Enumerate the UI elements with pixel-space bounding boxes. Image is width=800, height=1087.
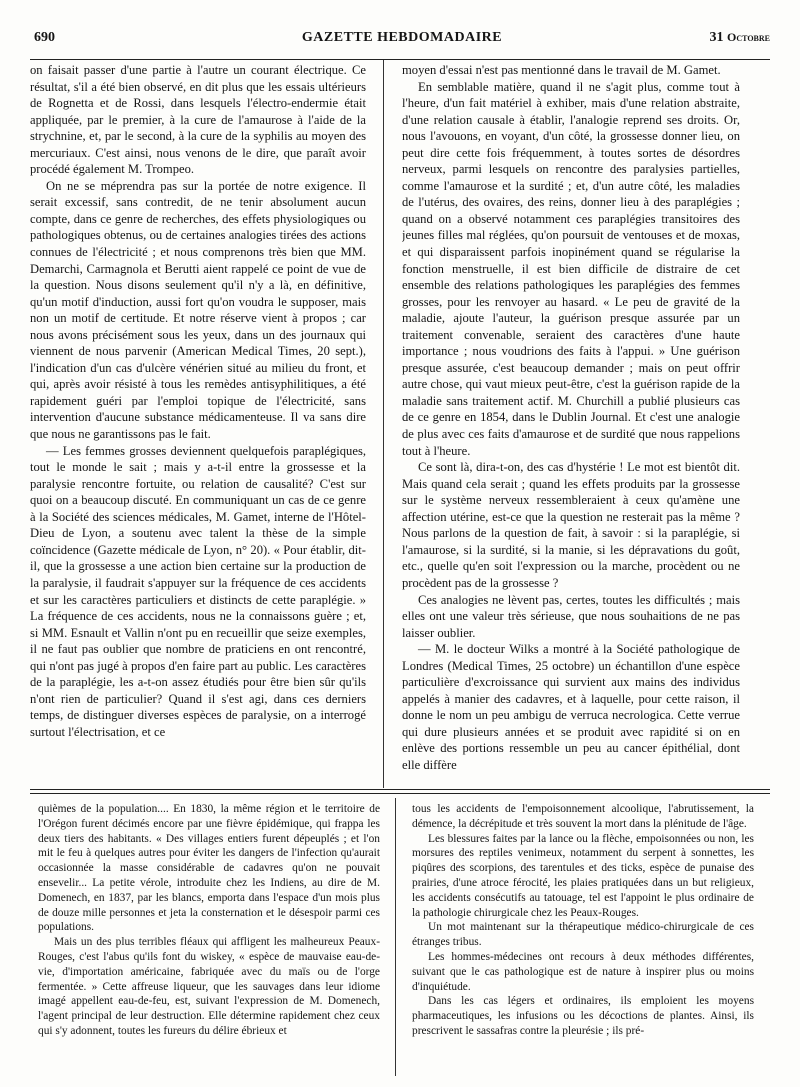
lower-left-column: [38, 802, 380, 1072]
lower-column-divider: [395, 798, 396, 1076]
paragraph: Dans les cas légers et ordinaires, ils emploient les moyens pharmaceutiques, les infusions ou les décoctions de plantes. Ainsi, ils prescrivent le sassafras contre la pleurésie ; ils pré-: [412, 995, 754, 1037]
paragraph: quièmes de la population.... En 1830, la même région et le territoire de l'Orégon furent décimés encore par une fièvre épidémique, qui frappa les deux tiers des habitants. « Des villages entiers furent dépeuplés ; et l'on mit le feu à quelques autres pour éviter les dangers de l'infection qu'aurait occasionnée la masse considérable de cadavres qu'on ne pouvait ensevelir... La petite vérole, introduite chez les Indiens, au dire de M. Domenech, en 1837, par les blancs, emporta dans l'espace d'un mois plus de douze mille personnes et jeta la consternation et le désespoir parmi ces populations.: [38, 803, 380, 934]
paragraph: Les blessures faites par la lance ou la flèche, empoisonnées ou non, les morsures des reptiles venimeux, notamment du serpent à sonnettes, les piqûres des scorpions, des tarentules et des ticks, espèce de punaise des prairies, d'une atroce férocité, les plaies pratiquées dans un but religieux, les accidents consécutifs au tatouage, tel est l'appoint le plus ordinaire de la pathologie chirurgicale chez les Peaux-Rouges.: [412, 832, 754, 919]
paragraph: Ces analogies ne lèvent pas, certes, toutes les difficultés ; mais elles ont une valeur très sérieuse, que nous souhaitions de ne pas laisser oublier.: [402, 592, 740, 640]
header-date-month: Octobre: [727, 30, 770, 44]
running-title: GAZETTE HEBDOMADAIRE: [301, 30, 503, 45]
feuilleton-rule: [30, 789, 770, 790]
header-date-day: 31: [709, 30, 724, 45]
header-date: [710, 30, 770, 46]
paragraph: on faisait passer d'une partie à l'autre un courant électrique. Ce résultat, s'il a été bien observé, en dit plus que les essais ultérieurs de Rognetta et de Rossi, dans lesquels l'électro-endermie était appliquée, par le premier, à la cure de l'amaurose à l'aide de la strychnine, et, par le second, à la cure de la syphilis au moyen des mercuriaux. C'est ainsi, nous venons de le dire, que paraît avoir procédé également M. Trompeo.: [30, 63, 366, 177]
paragraph: moyen d'essai n'est pas mentionné dans le travail de M. Gamet.: [402, 63, 721, 77]
paragraph: — M. le docteur Wilks a montré à la Société pathologique de Londres (Medical Times, 25 octobre) un échantillon d'une espèce particulière d'excroissance qui survient aux mains des individus appelés à manier des cadavres, et à laquelle, pour cette raison, il donne le nom un peu ambigu de verruca necrologica. Cette verrue qui dure plusieurs années et se produit avec rapidité si on en enlève des portions ressemble un peu au cancer épithélial, dont elle diffère: [402, 642, 740, 772]
paragraph: — Les femmes grosses deviennent quelquefois paraplégiques, tout le monde le sait ; mais y a-t-il entre la grossesse et la paralysie rencontre fortuite, ou relation de causalité? C'est sur quoi on a beaucoup discuté. En communiquant un cas de ce genre à la Société des sciences médicales, M. Gamet, interne de l'Hôtel-Dieu de Lyon, a soutenu avec talent la thèse de la simple coïncidence (Gazette médicale de Lyon, n° 20). « Pour établir, dit-il, que la grossesse a une action bien certaine sur la production de la paralysie, il faudrait s'appuyer sur la fréquence de ces accidents et sur les caractères particuliers et distincts de cette paraplégie. » La fréquence de ces accidents, nous ne la connaissons guère ; et, si MM. Esnault et Vallin n'ont pu en recueillir que seize exemples, il ne faut pas oublier que nombre de praticiens en ont rencontré, qui n'ont pas jugé à propos d'en faire part au public. Les caractères de la paraplégie, les a-t-on assez étudiés pour être bien sûr qu'ils n'ont rien de particulier? Quand il s'est agi, dans ces derniers temps, de distinguer diverses espèces de paralysie, on a interrogé surtout l'électrisation, et ce: [30, 443, 366, 739]
paragraph: Les hommes-médecines ont recours à deux méthodes différentes, suivant que le cas pathologique est de nature à inspirer plus ou moins d'inquiétude.: [412, 950, 754, 993]
feuilleton-rule-thin: [30, 793, 770, 794]
lower-right-column: [412, 802, 754, 1072]
paragraph: Ce sont là, dira-t-on, des cas d'hystérie ! Le mot est bientôt dit. Mais quand cela serait ; quand les effets produits par la grossesse sur le système nerveux ressembleraient à ceux qu'amène une affection utérine, est-ce que la question ne resterait pas la même ? Nous parlons de la question de fait, à savoir : si la paraplégie, si l'amaurose, si la surdité, si la manie, si les dépravations du goût, etc., quelle qu'en soit l'expression ou la marche, procèdent ou ne procèdent pas de la grossesse ?: [402, 460, 740, 590]
paragraph: On ne se méprendra pas sur la portée de notre exigence. Il serait excessif, sans contredit, de ne tenir absolument aucun compte, dans ce genre de recherches, des effets physiologiques ou pathologiques obtenus, ou de certaines analogies tirées des actions connues de l'électricité ; et nous comprenons très bien que MM. Demarchi, Carmagnola et Berutti aient rappelé ce point de vue de la question. Nous disons seulement qu'il n'y a là, en définitive, qu'un motif d'induction, aussi fort qu'on voudra le supposer, mais non un motif de certitude. Et notre réserve vient à propos ; car nous avons précisément sous les yeux, dans un des journaux qui viennent de nous parvenir (American Medical Times, 20 sept.), l'indication d'un cas d'ulcère vénérien situé au milieu du front, et qui, après avoir résisté à tous les remèdes antisyphilitiques, a été rapidement guéri par l'emploi topique de l'électricité, sans intervention d'aucune substance médicamenteuse. Il va sans dire que nous ne garantissons pas le fait.: [30, 178, 366, 442]
paragraph: tous les accidents de l'empoisonnement alcoolique, l'abrutissement, la démence, la décrépitude et très souvent la mort dans la plénitude de l'âge.: [412, 803, 754, 830]
upper-column-divider: [383, 60, 384, 788]
paragraph: Mais un des plus terribles fléaux qui affligent les malheureux Peaux-Rouges, c'est l'abus qu'ils font du wiskey, « espèce de mauvaise eau-de-vie, d'importation américaine, fabriquée avec du maïs ou de l'orge fermentée. » Cette affreuse liqueur, que les sauvages dans leur idiome imagé appellent eau-de-feu, est, suivant l'expression de M. Domenech, l'agent principal de leur destruction. Elle détermine rapidement chez ceux qui s'y adonnent, toutes les fureurs du délire ébrieux et: [38, 936, 380, 1037]
paragraph: En semblable matière, quand il ne s'agit plus, comme tout à l'heure, d'un fait matériel à exhiber, mais d'une relation abstraite, d'une relation causale à établir, l'analogie reprend ses droits. Or, nous l'avouons, en voyant, d'un côté, la grossesse donner lieu, on peut dire cette fois fréquemment, à toutes sortes de désordres nerveux, parmi lesquels on rencontre des paralysies partielles, comme l'amaurose et la surdité ; et, d'un autre côté, les maladies de l'utérus, des ovaires, des reins, donner lieu à des paraplégies ; quand on a observé notamment ces paraplégies transitoires des jeunes filles mal réglées, qu'on poursuit de ventouses et de moxas, et qui disparaissent parfois inopinément quand se régularise la fonction menstruelle, il est bien difficile de distraire de cet ensemble des relations pathologiques les paraplégies des femmes grosses, pour les renvoyer au hasard. « Le peu de gravité de la maladie, ajoute l'auteur, la guérison presque assurée par un traitement convenable, seraient des caractères d'une haute importance ; nous voudrions des faits à l'appui. » Une guérison presque assurée, c'est beaucoup demander ; mais on peut offrir autre chose, qui vaut mieux peut-être, c'est la guérison rapide de la maladie sans traitement actif. M. Churchill a publié plusieurs cas de ce genre en 1854, dans le Dublin Journal. Et c'est une analogie de plus avec ces faits d'amaurose et de surdité que nous rappelions tout à l'heure.: [402, 79, 740, 458]
upper-right-column: [402, 62, 740, 787]
header-rule: [30, 59, 770, 60]
upper-left-column: [30, 62, 366, 787]
paragraph: Un mot maintenant sur la thérapeutique médico-chirurgicale de ces étranges tribus.: [412, 921, 754, 949]
page-header: [34, 28, 770, 50]
page-number: 690: [34, 30, 55, 45]
